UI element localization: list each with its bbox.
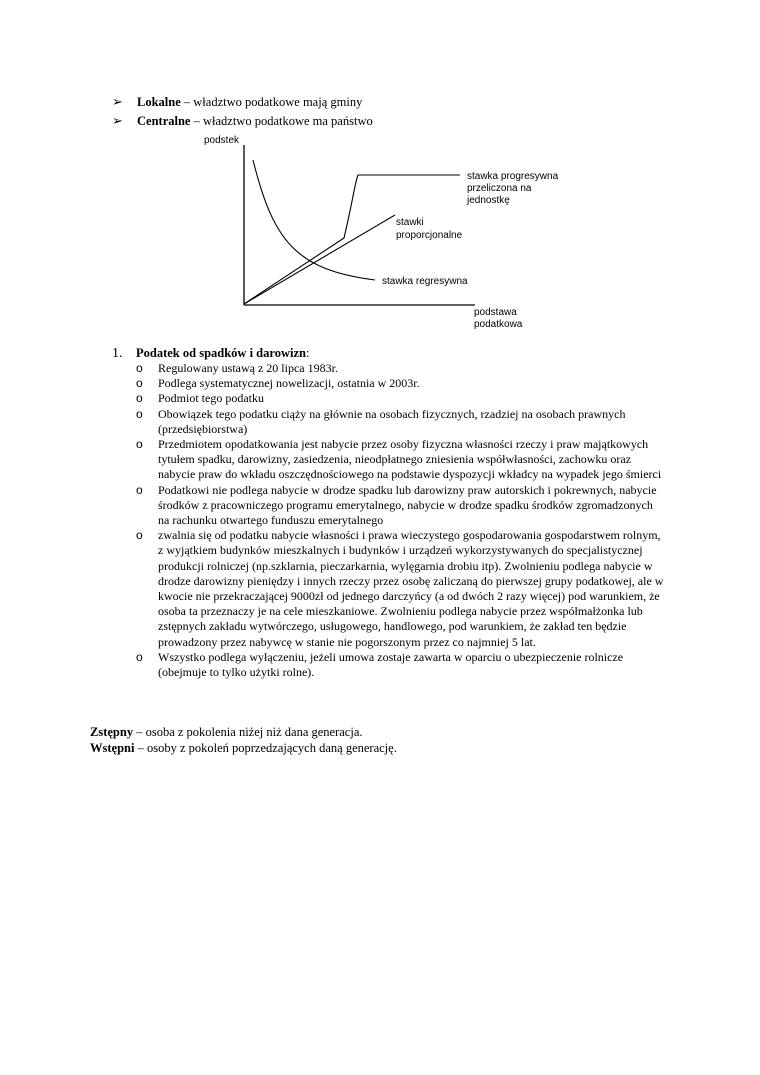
list-item-central — [112, 113, 373, 129]
list-item — [136, 361, 666, 376]
section-heading — [112, 346, 309, 361]
circle-bullet-icon: o — [136, 406, 143, 421]
arrow-bullet-icon: ➢ — [112, 94, 123, 109]
list-item — [136, 483, 666, 529]
circle-bullet-icon: o — [136, 649, 143, 664]
proportional-label-line1: stawki — [396, 217, 424, 228]
circle-bullet-icon: o — [136, 391, 143, 406]
arrow-bullet-icon: ➢ — [112, 113, 123, 128]
definition-text: – osoba z pokolenia niżej niż dana generacja. — [133, 725, 363, 739]
list-item — [136, 650, 666, 680]
diagram-svg — [195, 130, 595, 335]
term-central: Centralne — [137, 114, 191, 128]
x-axis-label-line2: podatkowa — [474, 319, 523, 330]
x-axis-label-line1: podstawa — [474, 307, 517, 318]
definition-text: – osoby z pokoleń poprzedzających daną generację. — [134, 741, 397, 755]
progressive-label-line1: stawka progresywna — [467, 171, 559, 182]
section-title: Podatek od spadków i darowizn — [136, 346, 306, 360]
list-item-text: Obowiązek tego podatku ciąży na głównie na osobach fizycznych, rzadziej na osobach prawnych (przedsiębiorstwa) — [158, 406, 626, 436]
term-local: Lokalne — [137, 95, 181, 109]
definitions — [90, 724, 397, 756]
tax-rate-diagram — [195, 130, 595, 335]
list-item-text: Regulowany ustawą z 20 lipca 1983r. — [158, 361, 338, 375]
circle-bullet-icon: o — [136, 376, 143, 391]
circle-bullet-icon: o — [136, 482, 143, 497]
regressive-label: stawka regresywna — [382, 276, 468, 287]
progressive-label-line2: przeliczona na — [467, 183, 532, 194]
list-item — [136, 528, 666, 650]
y-axis-label: podstek — [204, 135, 240, 146]
list-item-text: Podlega systematycznej nowelizacji, ostatnia w 2003r. — [158, 376, 420, 391]
list-item-text: zwalnia się od podatku nabycie własności i prawa wieczystego gospodarowania gospodarstwem rolnym, z wyjątkiem budynków mieszkalnych i budynków i urządzeń wykorzystywanych do specjalistycznej produkcji rolniczej (np.szklarnia, pieczarkarnia, wylęgarnia drobiu itp). Zwolnieniu podlega nabycie w drodze darowizny pieniędzy i innych rzeczy przez osobę zaliczaną do pierwszej grupy podatkowej, ale w kwocie nie przekraczającej 9000zł od jednego darczyńcy (a od dwóch 2 razy więcej) pod warunkiem, że osoba ta przeznaczy je na cele mieszkaniowe. Zwolnieniu podlega nabycie przez współmałżonka lub zstępnych zakładu wytwórczego, usługowego, handlowego, pod warunkiem, że zakład ten będzie prowadzony przez nabywcę w stanie nie pogorszonym przez co najmniej 5 lat. — [158, 528, 664, 649]
definition-term: Wstępni — [90, 741, 135, 755]
desc-local: – władztwo podatkowe mają gminy — [180, 95, 363, 109]
definition-descendant — [90, 724, 397, 740]
inheritance-tax-list — [136, 361, 666, 680]
circle-bullet-icon: o — [136, 361, 143, 375]
proportional-label-line2: proporcjonalne — [396, 230, 463, 241]
definition-ascendant — [90, 740, 397, 756]
list-item-local — [112, 94, 362, 110]
list-item-text: Przedmiotem opodatkowania jest nabycie przez osoby fizyczna własności rzeczy i praw majątkowych tytułem spadku, darowizny, zasiedzenia, nieodpłatnego zniesienia współwłasności, zachowku oraz nabycie praw do wkładu oszczędnościowego na podstawie dyspozycji wkładcy na wypadek jego śmierci — [158, 437, 662, 482]
section-colon: : — [305, 346, 310, 360]
proportional-rate-line — [244, 215, 395, 304]
list-item — [136, 376, 666, 391]
list-item-text: Wszystko podlega wyłączeniu, jeżeli umowa zostaje zawarta w oparciu o ubezpieczenie rolnicze (obejmuje to tylko użytki rolne). — [158, 649, 624, 680]
section-number: 1. — [112, 346, 123, 361]
list-item — [136, 437, 666, 483]
progressive-label-line3: jednostkę — [467, 195, 510, 206]
list-item — [136, 391, 666, 406]
list-item-text: Podmiot tego podatku — [158, 391, 264, 406]
circle-bullet-icon: o — [136, 437, 143, 452]
definition-term: Zstępny — [90, 725, 134, 739]
list-item-text: Podatkowi nie podlega nabycie w drodze spadku lub darowizny praw autorskich i pokrewnych, nabycie środków z pracowniczego programu emerytalnego, nabycie w drodze spadku środków zgromadzonych na rachunku otwartego funduszu emerytalnego — [158, 482, 657, 528]
desc-central: – władztwo podatkowe ma państwo — [190, 114, 373, 128]
circle-bullet-icon: o — [136, 528, 143, 543]
list-item — [136, 407, 666, 437]
